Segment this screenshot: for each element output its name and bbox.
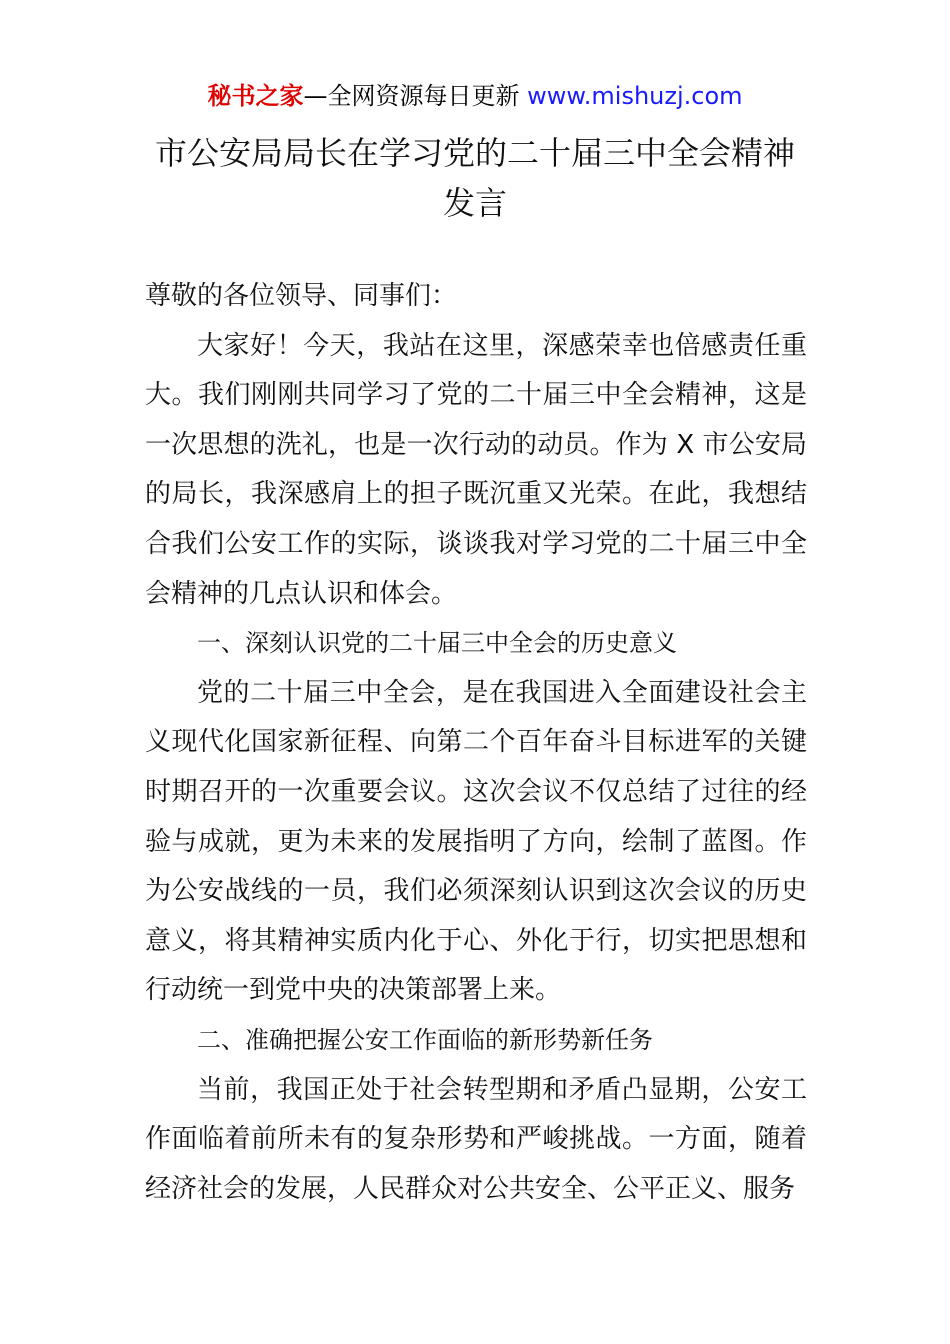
salutation: 尊敬的各位领导、同事们： xyxy=(145,281,458,311)
site-url[interactable]: www.mishuzj.com xyxy=(527,82,743,110)
document-body xyxy=(145,272,807,1214)
header-tagline: —全网资源每日更新 xyxy=(303,82,520,110)
section-2-paragraph: 当前，我国正处于社会转型期和矛盾凸显期，公安工作面临着前所未有的复杂形势和严峻挑战。一方面，随着经济社会的发展，人民群众对公共安全、公平正义、服务 xyxy=(145,1074,807,1204)
intro-paragraph: 大家好！今天，我站在这里，深感荣幸也倍感责任重大。我们刚刚共同学习了党的二十届三中全会精神，这是一次思想的洗礼，也是一次行动的动员。作为 X 市公安局的局长，我深感肩上的担子既沉重又光荣。在此，我想结合我们公安工作的实际，谈谈我对学习党的二十届三中全会精神的几点认识和体会。 xyxy=(145,330,807,609)
section-1-heading: 一、深刻认识党的二十届三中全会的历史意义 xyxy=(197,629,677,658)
site-header xyxy=(0,80,950,112)
section-1-paragraph: 党的二十届三中全会，是在我国进入全面建设社会主义现代化国家新征程、向第二个百年奋斗目标进军的关键时期召开的一次重要会议。这次会议不仅总结了过往的经验与成就，更为未来的发展指明了方向，绘制了蓝图。作为公安战线的一员，我们必须深刻认识到这次会议的历史意义，将其精神实质内化于心、外化于行，切实把思想和行动统一到党中央的决策部署上来。 xyxy=(145,677,807,1006)
brand-name: 秘书之家 xyxy=(207,82,304,110)
title-line-2: 发言 xyxy=(442,184,507,222)
section-2-heading: 二、准确把握公安工作面临的新形势新任务 xyxy=(197,1025,653,1054)
document-title xyxy=(0,128,950,228)
title-line-1: 市公安局局长在学习党的二十届三中全会精神 xyxy=(154,134,795,172)
